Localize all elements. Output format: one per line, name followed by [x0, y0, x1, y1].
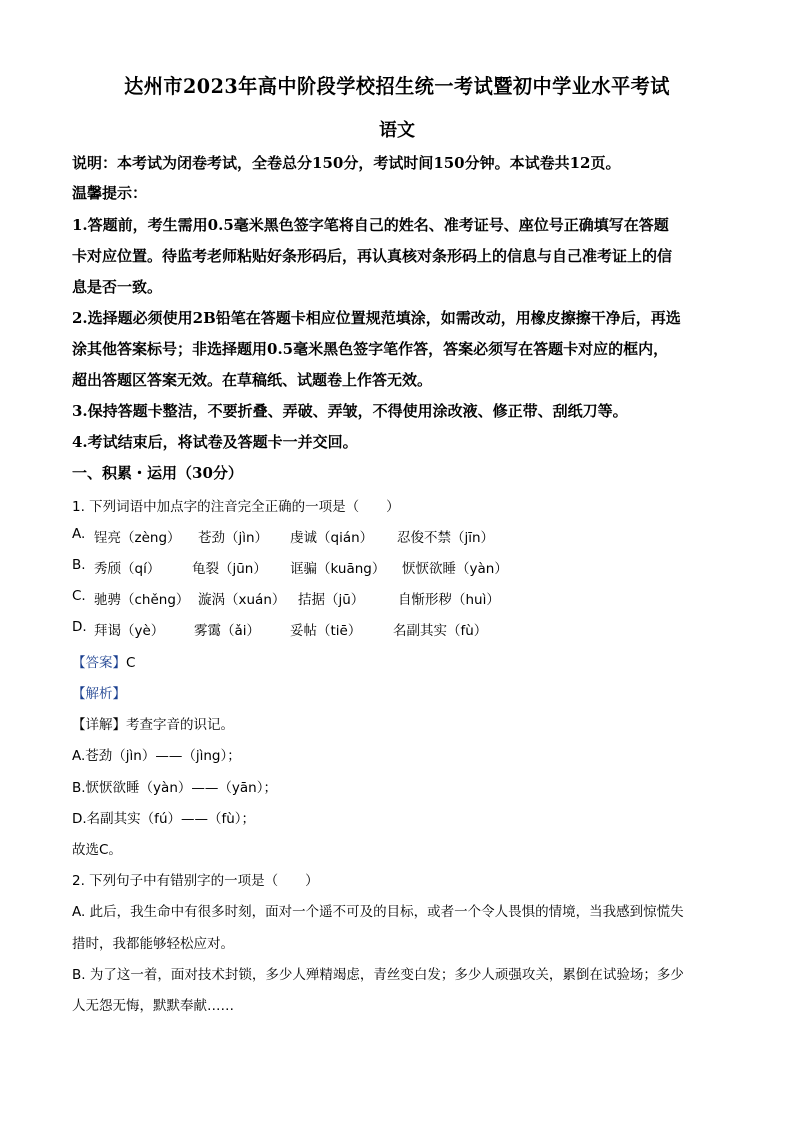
answer-value: C	[126, 655, 136, 671]
question-2-stem: 2. 下列句子中有错别字的一项是（ ）	[72, 873, 319, 889]
exam-subject: 语文	[379, 120, 415, 141]
option-d-word: 名副其实（fù）	[393, 623, 488, 639]
option-label-c: C.	[72, 588, 86, 604]
option-c-word: 驰骋（chěng）	[94, 592, 190, 608]
conclusion-line: 故选C。	[72, 842, 122, 858]
detail-text: 考查字音的识记。	[126, 717, 234, 733]
option-c-word: 漩涡（xuán）	[198, 592, 286, 608]
reminder-line: 3.保持答题卡整洁，不要折叠、弄破、弄皱，不得使用涂改液、修正带、刮纸刀等。	[72, 402, 628, 420]
question-1-stem: 1. 下列词语中加点字的注音完全正确的一项是（ ）	[72, 499, 400, 515]
reminder-line: 2.选择题必须使用2B铅笔在答题卡相应位置规范填涂，如需改动，用橡皮擦擦干净后，再选	[72, 309, 681, 327]
correction-line: A.苍劲（jìn）——（jìng）；	[72, 748, 241, 764]
reminder-line: 息是否一致。	[72, 278, 163, 296]
analysis-tag: 【解析】	[72, 686, 126, 702]
answer-line	[72, 651, 135, 671]
reminder-line: 超出答题区答案无效。在草稿纸、试题卷上作答无效。	[72, 371, 433, 389]
option-a-word: 虔诚（qián）	[290, 530, 374, 546]
exam-note: 说明：本考试为闭卷考试，全卷总分150分，考试时间150分钟。本试卷共12页。	[72, 154, 621, 172]
option-label-a: A.	[72, 526, 86, 542]
option-a-word: 忍俊不禁（jīn）	[397, 530, 495, 546]
option-b-word: 恹恹欲睡（yàn）	[402, 561, 508, 577]
correction-line: D.名副其实（fú）——（fù）；	[72, 811, 256, 827]
option-b-word: 龟裂（jūn）	[192, 561, 267, 577]
reminder-line: 卡对应位置。待监考老师粘贴好条形码后，再认真核对条形码上的信息与自己准考证上的信	[72, 247, 673, 265]
reminder-line: 4.考试结束后，将试卷及答题卡一并交回。	[72, 433, 358, 451]
q2-option-a-line: 措时，我都能够轻松应对。	[72, 936, 234, 952]
detail-tag: 【详解】	[72, 717, 126, 733]
option-c-word: 自惭形秽（huì）	[398, 592, 500, 608]
option-label-b: B.	[72, 557, 86, 573]
option-a-word: 苍劲（jìn）	[198, 530, 269, 546]
answer-tag: 【答案】	[72, 655, 126, 671]
q2-option-b-line: B. 为了这一着，面对技术封锁，多少人殚精竭虑，青丝变白发；多少人顽强攻关，累倒在试验场；多少	[72, 967, 684, 983]
q2-option-a-line: A. 此后，我生命中有很多时刻，面对一个遥不可及的目标，或者一个令人畏惧的情境，当我感到惊慌失	[72, 904, 684, 920]
option-label-d: D.	[72, 619, 87, 635]
exam-title: 达州市2023年高中阶段学校招生统一考试暨初中学业水平考试	[124, 74, 670, 98]
q2-option-b-line: 人无怨无悔，默默奉献……	[72, 998, 234, 1014]
option-d-word: 妥帖（tiē）	[290, 623, 362, 639]
option-d-word: 拜谒（yè）	[94, 623, 165, 639]
reminder-label: 温馨提示：	[72, 184, 148, 202]
correction-line: B.恹恹欲睡（yàn）——（yān）；	[72, 780, 277, 796]
reminder-line: 1.答题前，考生需用0.5毫米黑色签字笔将自己的姓名、准考证号、座位号正确填写在答题	[72, 216, 669, 234]
section-heading: 一、积累・运用（30分）	[72, 464, 243, 482]
option-b-word: 诓骗（kuāng）	[290, 561, 386, 577]
reminder-line: 涂其他答案标号；非选择题用0.5毫米黑色签字笔作答，答案必须写在答题卡对应的框内，	[72, 340, 669, 358]
option-a-word: 锃亮（zèng）	[94, 530, 181, 546]
option-d-word: 雾霭（ǎi）	[194, 623, 261, 639]
detail-line	[72, 713, 234, 733]
option-b-word: 秀颀（qí）	[94, 561, 161, 577]
option-c-word: 拮据（jū）	[298, 592, 365, 608]
